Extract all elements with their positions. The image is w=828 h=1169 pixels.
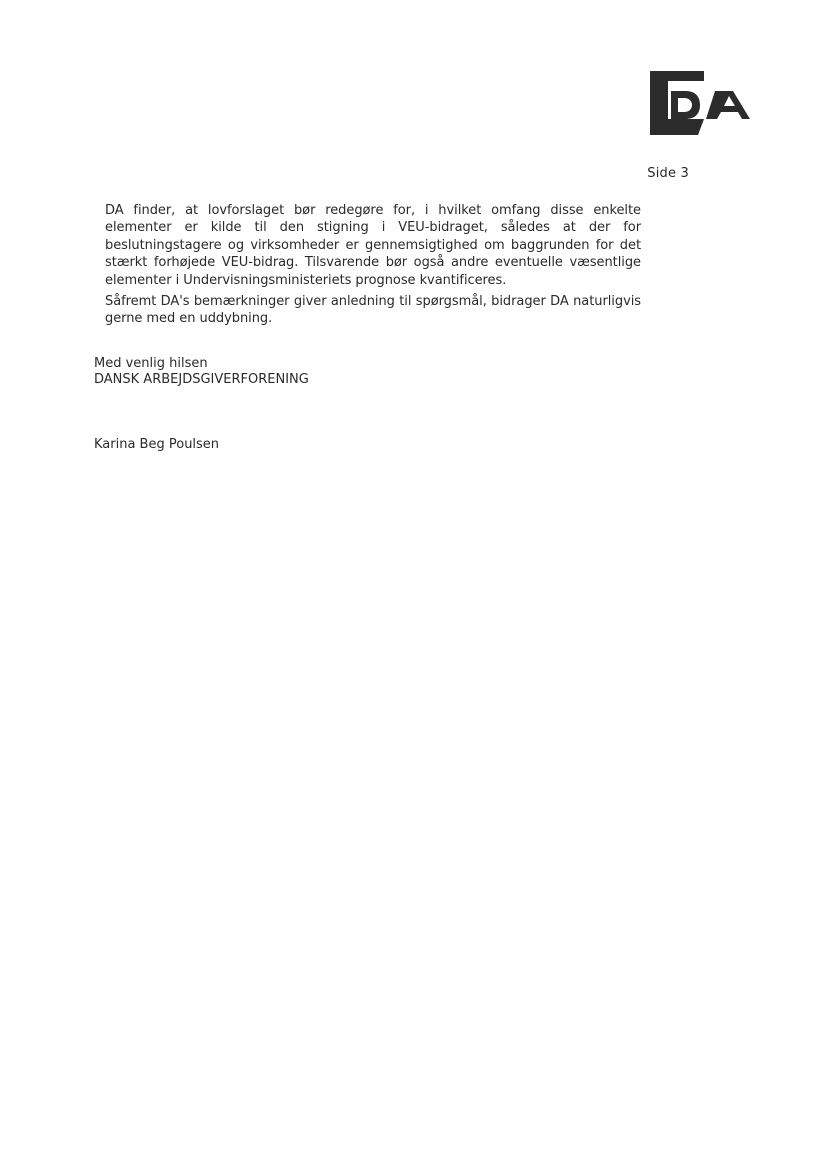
closing-salutation: Med venlig hilsen — [94, 356, 208, 371]
signatory-name: Karina Beg Poulsen — [94, 437, 220, 452]
organization-name: DANSK ARBEJDSGIVERFORENING — [94, 372, 309, 387]
body-paragraph: Såfremt DA's bemærkninger giver anledning til spørgsmål, bidrager DA naturligvis gerne med en uddybning. — [105, 294, 641, 327]
page-number: Side 3 — [647, 166, 689, 181]
body-paragraph: DA finder, at lovforslaget bør redegøre for, i hvilket omfang disse enkelte elementer er kilde til den stigning i VEU-bidraget, således at der for beslutningstagere og virksomheder er gennemsigtighed om baggrunden for det stærkt forhøjede VEU-bidrag. Tilsvarende bør også andre eventuelle væsentlige elementer i Undervisningsministeriets prognose kvantificeres. — [105, 203, 641, 288]
da-logo — [646, 71, 756, 135]
